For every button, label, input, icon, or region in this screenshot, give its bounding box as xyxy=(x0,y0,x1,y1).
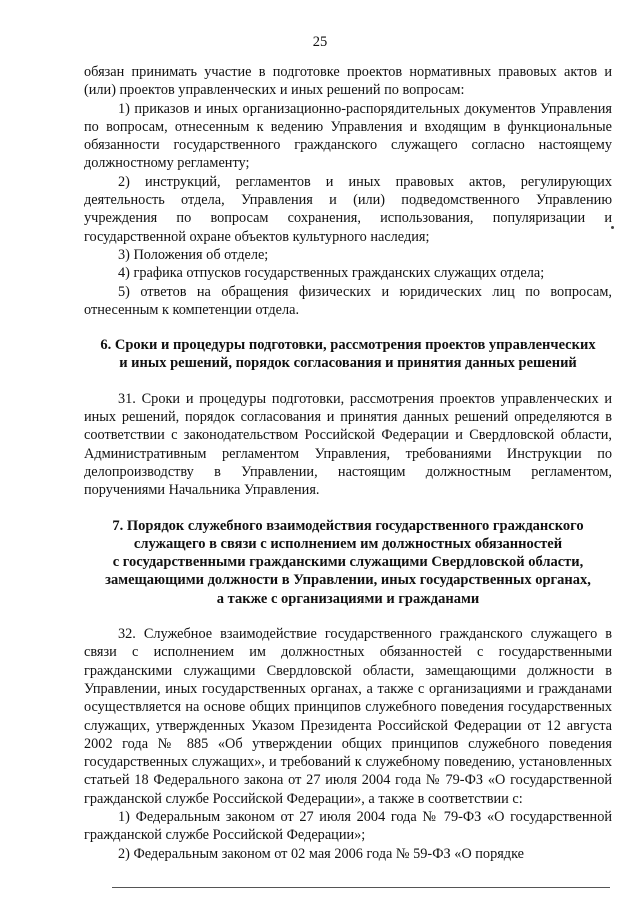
list-item-responses: 5) ответов на обращения физических и юридических лиц по вопросам, отнесенным к компетенции отдела. xyxy=(84,283,612,318)
section-6-heading-line: и иных решений, порядок согласования и принятия данных решений xyxy=(119,355,577,372)
section-7-heading-line: 7. Порядок служебного взаимодействия государственного гражданского xyxy=(112,517,584,534)
list-item-orders: 1) приказов и иных организационно-распорядительных документов Управления по вопросам, отнесенным к ведению Управления и входящим в функциональные обязанности государственного гражданского служащего согласно настоящему должностному регламенту; xyxy=(84,100,612,172)
list-item-instructions: 2) инструкций, регламентов и иных правовых актов, регулирующих деятельность отдела, Управления и (или) подведомственного Управлению учреждения по вопросам сохранения, использования, популяризации и государственной охране объектов культурного наследия; xyxy=(84,173,612,245)
list-item-federal-law-79: 1) Федеральным законом от 27 июля 2004 года № 79-ФЗ «О государственной гражданской службе Российской Федерации»; xyxy=(84,808,612,844)
section-7-heading xyxy=(84,517,612,608)
section-6-heading-line: 6. Сроки и процедуры подготовки, рассмотрения проектов управленческих xyxy=(100,337,596,354)
scan-speck xyxy=(611,226,614,229)
list-item-federal-law-59: 2) Федеральным законом от 02 мая 2006 года № 59-ФЗ «О порядке xyxy=(118,845,525,862)
paragraph-31: 31. Сроки и процедуры подготовки, рассмотрения проектов управленческих и иных решений, порядок согласования и принятия данных решений определяются в соответствии с законодательством Российской Федерации и Свердловской области, Административным регламентом Управления, требованиями Инструкции по делопроизводству в Управлении, настоящим должностным регламентом, поручениями Начальника Управления. xyxy=(84,390,612,499)
list-item-vacation-schedule: 4) графика отпусков государственных гражданских служащих отдела; xyxy=(118,265,545,282)
section-6-heading xyxy=(84,336,612,373)
list-item-department-regulation: 3) Положения об отделе; xyxy=(118,246,269,263)
bottom-rule xyxy=(112,887,610,888)
section-7-heading-line: с государственными гражданскими служащими Свердловской области, xyxy=(112,554,584,571)
section-7-heading-line: замещающими должности в Управлении, иных государственных органах, xyxy=(105,572,591,589)
section-7-heading-line: а также с организациями и гражданами xyxy=(216,590,480,607)
page-body xyxy=(84,63,612,863)
page-number: 25 xyxy=(312,34,328,50)
paragraph-continuation: обязан принимать участие в подготовке проектов нормативных правовых актов и (или) проектов управленческих и иных решений по вопросам: xyxy=(84,64,612,99)
section-7-heading-line: служащего в связи с исполнением им должностных обязанностей xyxy=(133,535,563,552)
paragraph-32: 32. Служебное взаимодействие государственного гражданского служащего в связи с исполнением им должностных обязанностей с государственными гражданскими служащими Свердловской области, замещающими должности в Управлении, иных государственных органах, а также с организациями и гражданами осуществляется на основе общих принципов служебного поведения государственных служащих, утвержденных Указом Президента Российской Федерации от 12 августа 2002 года № 885 «Об утверждении общих принципов служебного поведения государственных служащих», и требований к служебному поведению, установленных статьей 18 Федерального закона от 27 июля 2004 года № 79-ФЗ «О государственной гражданской службе Российской Федерации», а также в соответствии с: xyxy=(84,626,612,807)
